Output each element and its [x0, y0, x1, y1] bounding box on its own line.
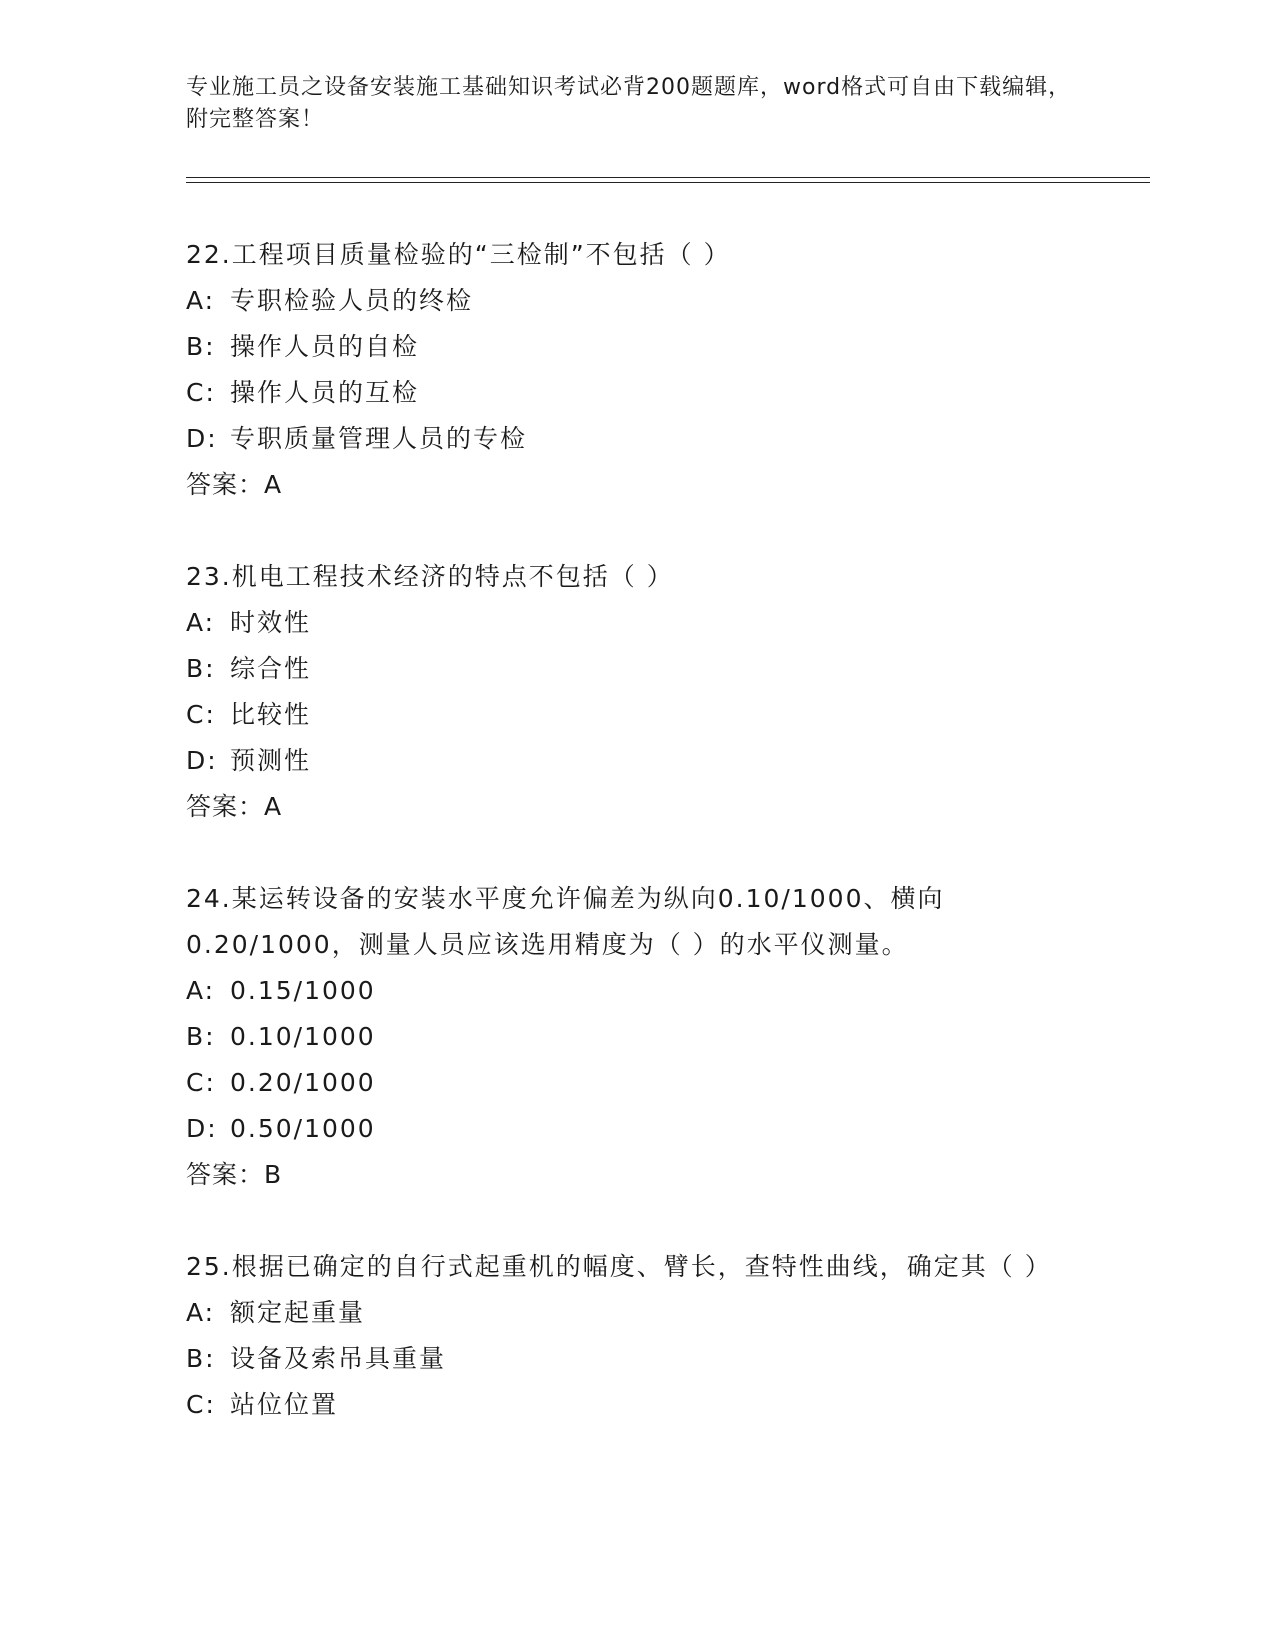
option-b: [186, 1014, 1086, 1060]
option-letter: D:: [186, 746, 218, 775]
answer-line: 答案：A: [186, 792, 283, 821]
option-letter: B:: [186, 1022, 216, 1051]
option-a: [186, 968, 1086, 1014]
option-d: [186, 738, 1086, 784]
option-d: [186, 416, 1086, 462]
answer-line: 答案：B: [186, 1160, 283, 1189]
option-text: 专职质量管理人员的专检: [230, 424, 528, 453]
option-letter: A:: [186, 1298, 216, 1327]
option-letter: C:: [186, 700, 216, 729]
question-list: [186, 232, 1086, 1474]
option-text: 综合性: [230, 654, 312, 683]
question-24: [186, 876, 1086, 1198]
header-divider-bottom: [186, 182, 1150, 183]
question-22: [186, 232, 1086, 508]
question-title: 22.工程项目质量检验的“三检制”不包括（ ）: [186, 240, 731, 269]
option-d: [186, 1106, 1086, 1152]
option-c: [186, 1060, 1086, 1106]
option-b: [186, 1336, 1086, 1382]
question-23: [186, 554, 1086, 830]
option-text: 专职检验人员的终检: [230, 286, 474, 315]
option-text: 0.15/1000: [230, 976, 376, 1005]
option-letter: C:: [186, 1390, 216, 1419]
option-a: [186, 278, 1086, 324]
header-divider-top: [186, 177, 1150, 178]
option-text: 0.50/1000: [230, 1114, 376, 1143]
option-text: 0.10/1000: [230, 1022, 376, 1051]
document-header: 专业施工员之设备安装施工基础知识考试必背200题题库，word格式可自由下载编辑，附完整答案！: [186, 75, 1072, 132]
option-text: 时效性: [230, 608, 312, 637]
option-text: 预测性: [230, 746, 312, 775]
question-title: 24.某运转设备的安装水平度允许偏差为纵向0.10/1000、横向0.20/1000，测量人员应该选用精度为（ ）的水平仪测量。: [186, 884, 945, 959]
answer-line: 答案：A: [186, 470, 283, 499]
option-text: 额定起重量: [230, 1298, 366, 1327]
option-letter: A:: [186, 976, 216, 1005]
option-letter: B:: [186, 654, 216, 683]
option-b: [186, 646, 1086, 692]
option-c: [186, 692, 1086, 738]
option-b: [186, 324, 1086, 370]
option-c: [186, 370, 1086, 416]
option-letter: A:: [186, 608, 216, 637]
option-letter: D:: [186, 1114, 218, 1143]
option-text: 操作人员的互检: [230, 378, 420, 407]
option-letter: C:: [186, 1068, 216, 1097]
option-text: 设备及索吊具重量: [230, 1344, 447, 1373]
option-a: [186, 1290, 1086, 1336]
option-letter: B:: [186, 332, 216, 361]
option-text: 0.20/1000: [230, 1068, 376, 1097]
option-letter: B:: [186, 1344, 216, 1373]
option-letter: D:: [186, 424, 218, 453]
option-text: 站位位置: [230, 1390, 339, 1419]
question-title: 23.机电工程技术经济的特点不包括（ ）: [186, 562, 674, 591]
option-a: [186, 600, 1086, 646]
option-letter: C:: [186, 378, 216, 407]
option-text: 操作人员的自检: [230, 332, 420, 361]
question-title: 25.根据已确定的自行式起重机的幅度、臂长，查特性曲线，确定其（ ）: [186, 1252, 1052, 1281]
option-letter: A:: [186, 286, 216, 315]
option-c: [186, 1382, 1086, 1428]
question-25: [186, 1244, 1086, 1428]
option-text: 比较性: [230, 700, 312, 729]
